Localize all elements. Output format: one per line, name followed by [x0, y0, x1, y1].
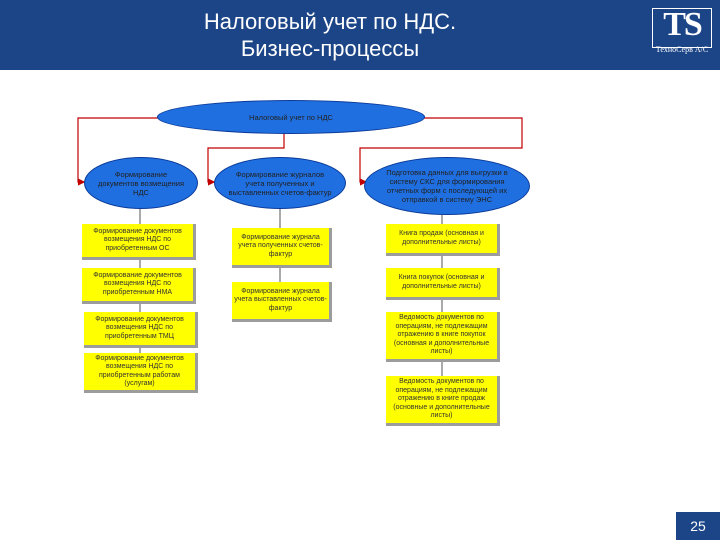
sales-exclusions-box: [386, 376, 500, 426]
sales-exclusions-label: Ведомость документов по операциям, не подлежащим отражению в книге продаж (основные и дополнительные листы): [393, 378, 490, 420]
root-node: [157, 100, 425, 134]
doc-box-tmc-label: Формирование документов возмещения НДС по приобретенным ТМЦ: [95, 315, 184, 340]
sales-book-box: [386, 224, 500, 256]
logo-mark: TS: [663, 6, 701, 43]
doc-box-os: [82, 224, 196, 260]
branch-node-2-label: Формирование журналов учета полученных и выставленных счетов-фактур: [228, 169, 332, 197]
root-node-label: Налоговый учет по НДС: [249, 112, 333, 122]
title-line-1: Налоговый учет по НДС.: [203, 9, 457, 34]
purchase-book-label: Книга покупок (основная и дополнительные листы): [398, 274, 485, 290]
branch-node-3-label: Подготовка данных для выгрузки в систему СКС для формирования отчетных форм с последующей их отправкой в систему ЭНС: [386, 168, 508, 204]
page-number: 25: [676, 512, 720, 540]
journal-issued-label: Формирование журнала учета выставленных счетов-фактур: [234, 287, 327, 312]
journal-received-box: [232, 228, 332, 268]
logo-caption: ТехноСерв А/С: [655, 45, 709, 54]
doc-box-os-label: Формирование документов возмещения НДС по приобретенным ОС: [93, 227, 182, 252]
branch-node-2: [214, 157, 346, 209]
purchase-exclusions-label: Ведомость документов по операциям, не подлежащим отражению в книге покупок (основная и дополнительные листы): [393, 314, 490, 356]
purchase-exclusions-box: [386, 312, 500, 362]
branch-node-3: [364, 157, 530, 215]
branch-node-1-label: Формирование документов возмещения НДС: [97, 169, 185, 197]
doc-box-nma: [82, 268, 196, 304]
doc-box-nma-label: Формирование документов возмещения НДС по приобретенным НМА: [93, 271, 182, 296]
doc-box-works-label: Формирование документов возмещения НДС по приобретенным работам (услугам): [95, 354, 184, 387]
title-line-2: Бизнес-процессы: [240, 36, 420, 61]
doc-box-works: [84, 353, 198, 393]
journal-issued-box: [232, 282, 332, 322]
journal-received-label: Формирование журнала учета полученных счетов-фактур: [238, 233, 323, 258]
branch-node-1: [84, 157, 198, 209]
purchase-book-box: [386, 268, 500, 300]
doc-box-tmc: [84, 312, 198, 348]
sales-book-label: Книга продаж (основная и дополнительные листы): [399, 230, 484, 246]
